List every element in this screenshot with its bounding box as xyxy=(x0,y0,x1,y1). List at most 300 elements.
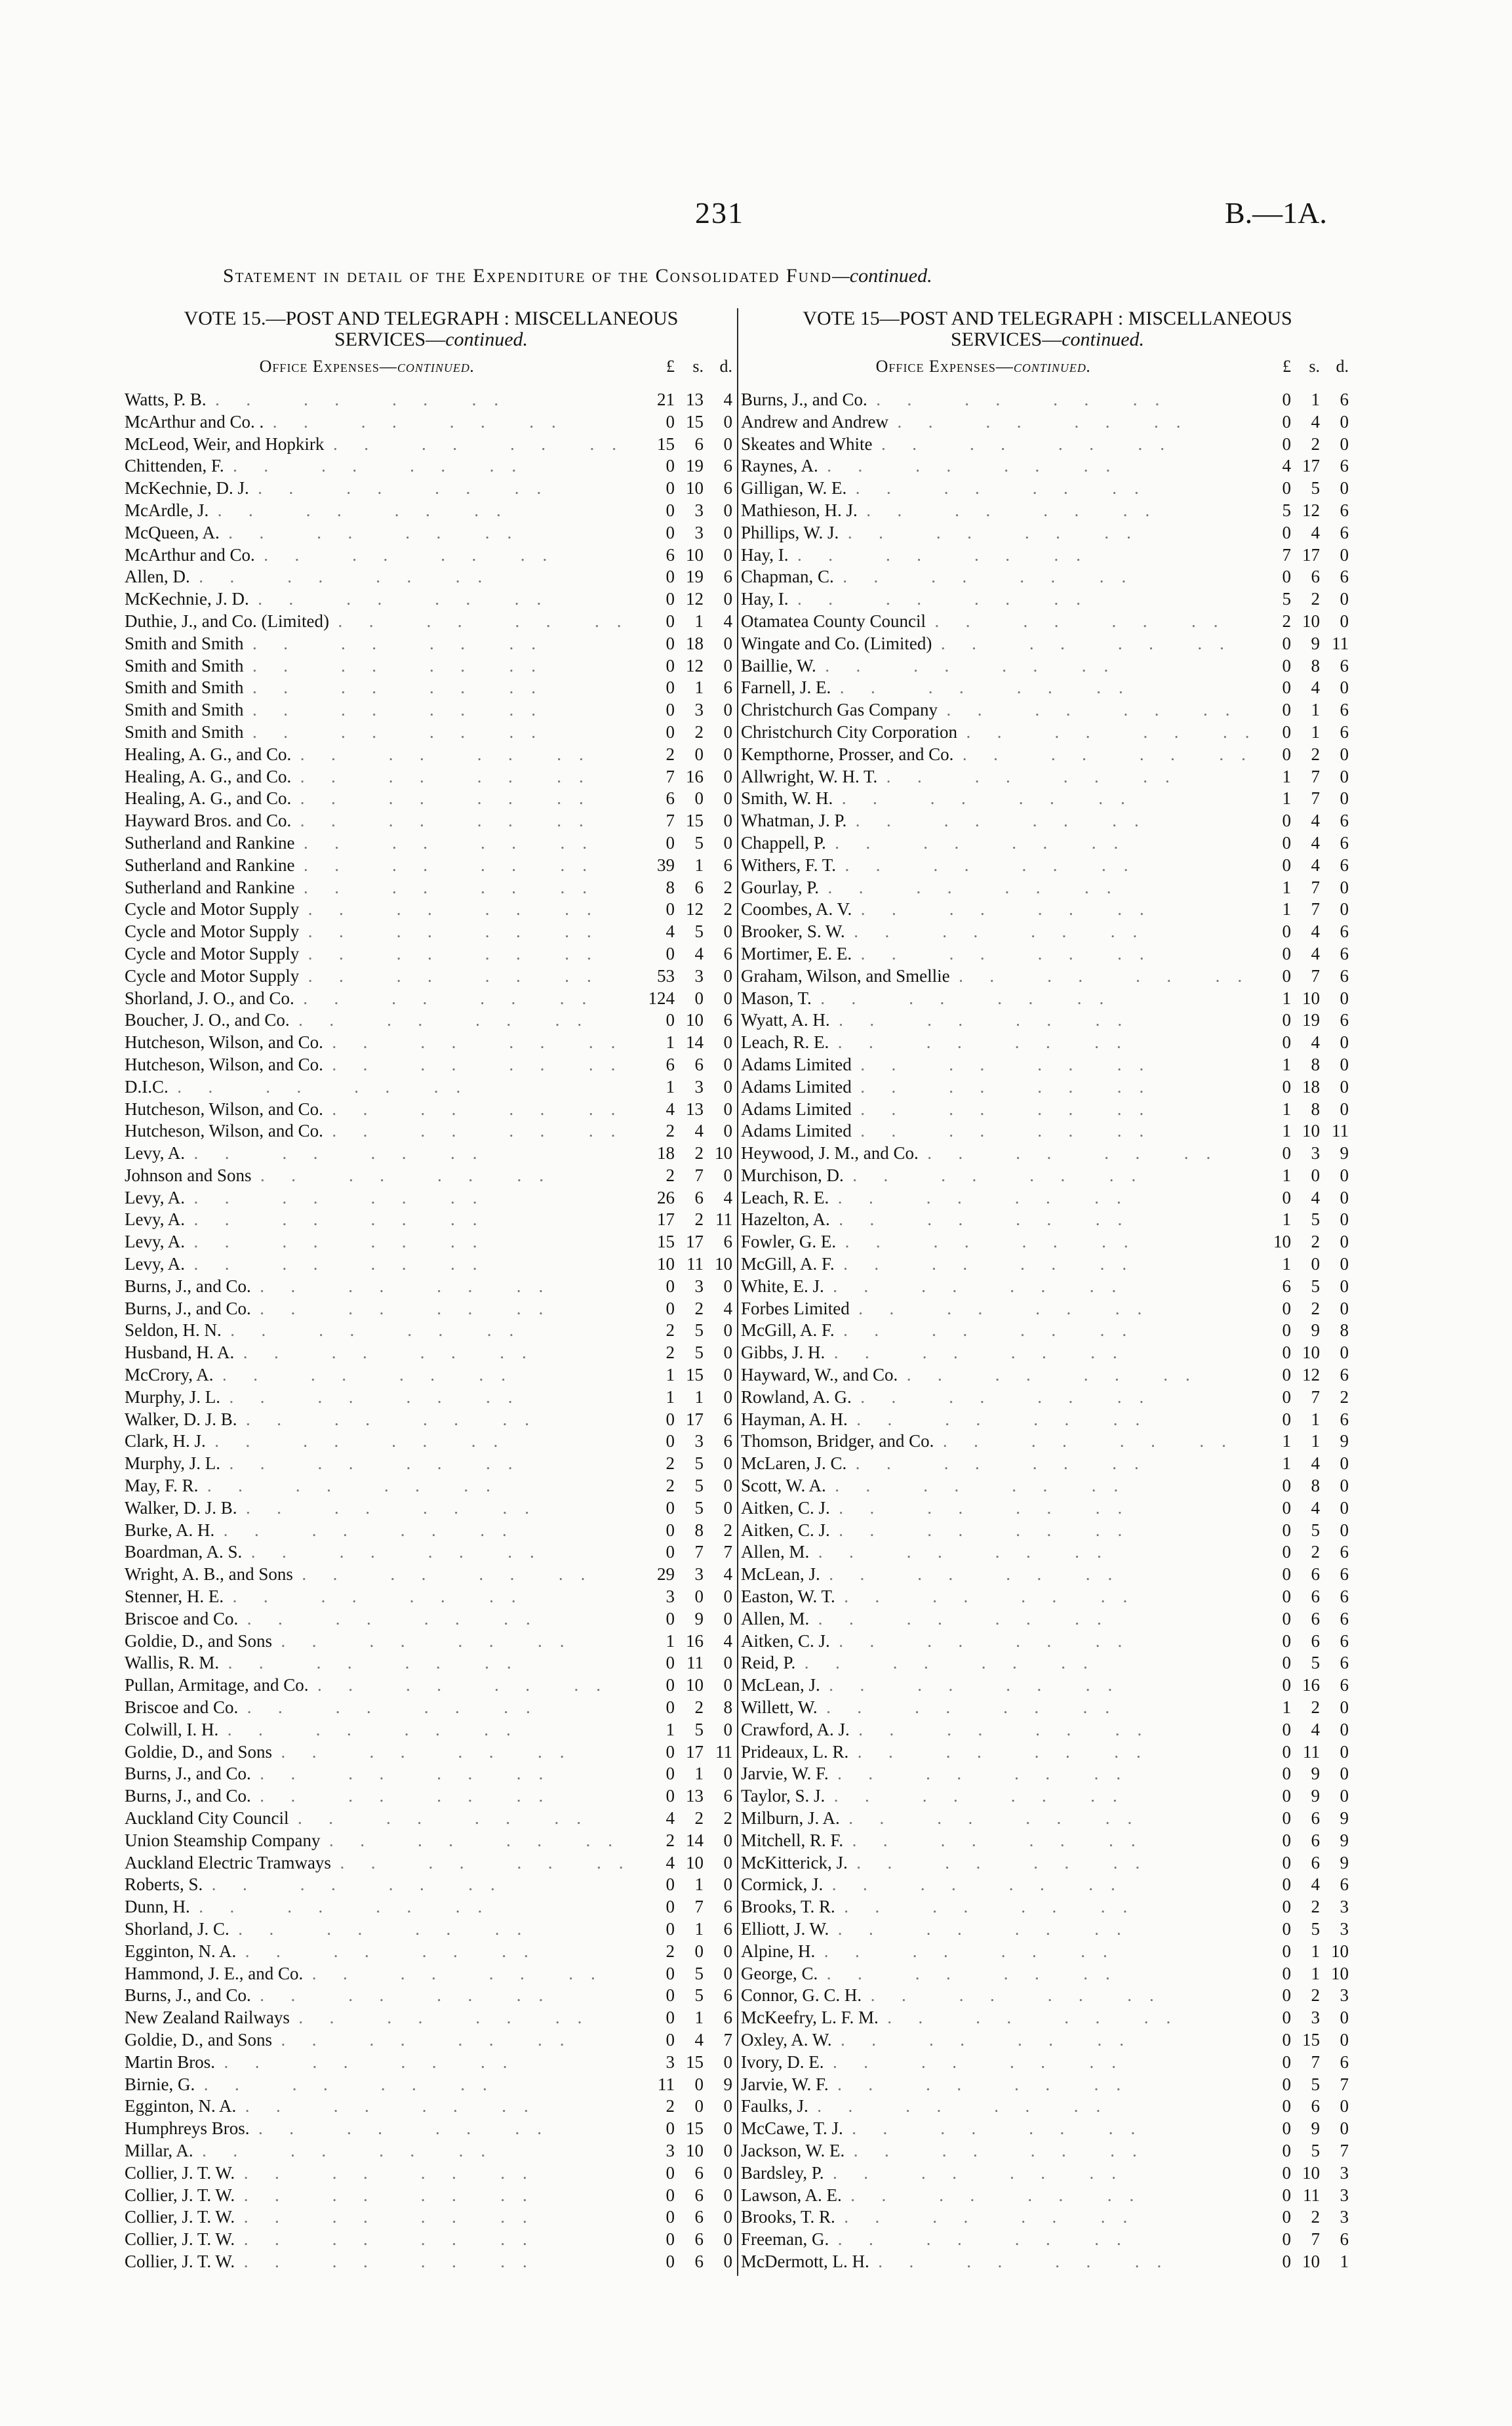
payment-row xyxy=(741,2052,1354,2074)
pounds-amount: 0 xyxy=(1282,1941,1291,1961)
shillings-amount: 1 xyxy=(694,1918,704,1939)
pounds-amount: 8 xyxy=(666,877,675,897)
pence-amount: 11 xyxy=(1332,633,1349,653)
payment-row xyxy=(741,1254,1354,1276)
pence-amount: 0 xyxy=(723,589,732,609)
payment-row xyxy=(741,390,1354,412)
payee-name: Smith and Smith . xyxy=(125,700,634,720)
shillings-amount: 3 xyxy=(694,1076,704,1097)
shillings-amount: 15 xyxy=(1302,2029,1320,2050)
pence-amount: 0 xyxy=(723,1608,732,1628)
shillings-amount: 12 xyxy=(686,899,704,920)
payee-name: Cycle and Motor Supply . xyxy=(125,944,634,964)
payment-row xyxy=(125,1853,738,1875)
payee-name: Hay, I. . xyxy=(741,545,1250,565)
pence-amount: 6 xyxy=(723,1918,732,1939)
pence-amount: 7 xyxy=(723,1542,732,1562)
shillings-amount: 11 xyxy=(686,1254,704,1274)
shillings-amount: 1 xyxy=(694,611,704,631)
payment-row xyxy=(125,1874,738,1897)
vote-title-line1: VOTE 15—POST AND TELEGRAPH : MISCELLANEOUS xyxy=(803,308,1292,329)
payee-name: Sutherland and Rankine . xyxy=(125,855,634,876)
pence-amount: 0 xyxy=(1340,2008,1349,2028)
pounds-amount: 6 xyxy=(666,1054,675,1074)
payee-name: Hayward Bros. and Co. . xyxy=(125,811,634,831)
pounds-amount: 0 xyxy=(1282,1852,1291,1872)
pence-amount: 0 xyxy=(1340,1719,1349,1739)
payment-row xyxy=(741,878,1354,900)
shillings-amount: 5 xyxy=(1311,2074,1320,2094)
pence-amount: 0 xyxy=(723,411,732,432)
payment-row xyxy=(741,611,1354,634)
payment-row xyxy=(741,1077,1354,1099)
shillings-amount: 8 xyxy=(1311,1054,1320,1074)
shillings-amount: 17 xyxy=(1302,456,1320,476)
shillings-amount: 10 xyxy=(686,1852,704,1872)
shillings-amount: 15 xyxy=(686,2118,704,2139)
pence-amount: 0 xyxy=(1340,1165,1349,1185)
pounds-amount: 5 xyxy=(1282,500,1291,520)
payee-name: Murchison, D. . xyxy=(741,1165,1250,1186)
shillings-amount: 0 xyxy=(694,988,704,1008)
pounds-amount: 0 xyxy=(666,2207,675,2227)
payee-name: Pullan, Armitage, and Co. . xyxy=(125,1675,634,1695)
vote-title-main: SERVICES— xyxy=(950,329,1062,350)
payment-row xyxy=(125,1564,738,1587)
payee-name: Graham, Wilson, and Smellie . xyxy=(741,966,1250,986)
payment-row xyxy=(125,2141,738,2163)
pence-amount: 0 xyxy=(1340,899,1349,920)
shillings-amount: 3 xyxy=(694,1564,704,1585)
pence-amount: 0 xyxy=(723,1320,732,1341)
pence-amount: 0 xyxy=(1340,1099,1349,1119)
payment-row xyxy=(741,589,1354,611)
payment-row xyxy=(741,1055,1354,1077)
pounds-amount: 1 xyxy=(666,1076,675,1097)
payment-row xyxy=(741,1232,1354,1254)
shillings-amount: 2 xyxy=(1311,1298,1320,1318)
payee-name: Husband, H. A. . xyxy=(125,1343,634,1363)
pounds-amount: 4 xyxy=(666,921,675,942)
payment-row xyxy=(741,855,1354,878)
pounds-amount: 10 xyxy=(1273,1232,1291,1252)
payment-row xyxy=(125,1431,738,1453)
pence-amount: 0 xyxy=(723,1099,732,1119)
payee-name: Milburn, J. A. . xyxy=(741,1808,1250,1829)
pounds-amount: 0 xyxy=(1282,1741,1291,1762)
shillings-amount: 1 xyxy=(1311,390,1320,409)
pounds-amount: 0 xyxy=(1282,2207,1291,2227)
shillings-amount: 5 xyxy=(694,1320,704,1341)
pence-amount: 9 xyxy=(1340,1431,1349,1451)
pounds-amount: 0 xyxy=(1282,943,1291,963)
pence-amount: 6 xyxy=(723,1786,732,1806)
shillings-amount: 5 xyxy=(1311,1520,1320,1540)
payment-row xyxy=(125,1786,738,1808)
payee-name: Auckland City Council . xyxy=(125,1808,634,1829)
pence-amount: 0 xyxy=(1340,766,1349,786)
pence-amount: 0 xyxy=(1340,788,1349,809)
pounds-amount: 0 xyxy=(1282,1520,1291,1540)
pounds-amount: 0 xyxy=(1282,1010,1291,1030)
pounds-amount: 0 xyxy=(666,1298,675,1318)
left-column xyxy=(125,308,738,2276)
shillings-amount: 6 xyxy=(694,877,704,897)
pence-amount: 0 xyxy=(1340,544,1349,565)
shillings-amount: 6 xyxy=(694,2185,704,2205)
pounds-amount: 1 xyxy=(1282,1254,1291,1274)
shillings-amount: 4 xyxy=(1311,832,1320,853)
pounds-amount: 0 xyxy=(666,1520,675,1540)
shillings-amount: 3 xyxy=(694,965,704,986)
payment-row xyxy=(125,1520,738,1543)
payee-name: Walker, D. J. B. . xyxy=(125,1409,634,1430)
pence-amount: 6 xyxy=(1340,655,1349,676)
payment-row xyxy=(125,988,738,1011)
pounds-amount: 0 xyxy=(666,2029,675,2050)
shillings-amount: 19 xyxy=(686,456,704,476)
pence-amount: 0 xyxy=(723,744,732,764)
pounds-amount: 2 xyxy=(666,1941,675,1961)
payment-row xyxy=(125,1808,738,1830)
pence-amount: 0 xyxy=(723,2185,732,2205)
pounds-amount: 1 xyxy=(1282,1099,1291,1119)
payment-row xyxy=(741,2030,1354,2052)
pence-amount: 0 xyxy=(1340,877,1349,897)
pence-header: d. xyxy=(719,357,732,376)
payment-row xyxy=(741,1964,1354,1986)
payment-row xyxy=(741,1320,1354,1343)
payment-row xyxy=(125,611,738,634)
payment-row xyxy=(125,1941,738,1964)
payee-name: Freeman, G. . xyxy=(741,2229,1250,2250)
column-header xyxy=(741,350,1354,379)
payment-row xyxy=(125,921,738,944)
payment-row xyxy=(741,1188,1354,1210)
shillings-amount: 4 xyxy=(1311,811,1320,831)
section-title-continued: continued. xyxy=(397,357,475,376)
payee-name: Coombes, A. V. . xyxy=(741,899,1250,920)
payment-row xyxy=(125,1121,738,1143)
shillings-amount: 7 xyxy=(1311,899,1320,920)
payee-name: Levy, A. . xyxy=(125,1143,634,1163)
payment-row xyxy=(741,1431,1354,1453)
payee-name: Boucher, J. O., and Co. . xyxy=(125,1010,634,1030)
pounds-amount: 7 xyxy=(666,766,675,786)
shillings-amount: 6 xyxy=(1311,1587,1320,1607)
pounds-amount: 0 xyxy=(1282,744,1291,764)
payment-row xyxy=(741,1476,1354,1498)
payment-row xyxy=(125,1409,738,1432)
shillings-amount: 5 xyxy=(694,832,704,853)
pence-amount: 0 xyxy=(1340,677,1349,698)
pounds-amount: 1 xyxy=(1282,766,1291,786)
payee-name: Allen, D. . xyxy=(125,567,634,587)
payment-list xyxy=(741,390,1354,2274)
pounds-header: £ xyxy=(666,357,675,376)
payee-name: Briscoe and Co. . xyxy=(125,1609,634,1629)
payment-row xyxy=(125,1365,738,1387)
pounds-amount: 0 xyxy=(1282,2008,1291,2028)
pounds-amount: 3 xyxy=(666,2140,675,2160)
shillings-amount: 2 xyxy=(694,1808,704,1828)
payment-row xyxy=(741,1941,1354,1964)
payment-row xyxy=(125,1343,738,1365)
payee-name: Levy, A. . xyxy=(125,1232,634,1252)
shillings-amount: 5 xyxy=(694,1719,704,1739)
shillings-amount: 6 xyxy=(1311,1564,1320,1585)
payment-row xyxy=(125,855,738,878)
payee-name: Briscoe and Co. . xyxy=(125,1697,634,1718)
shillings-amount: 6 xyxy=(1311,567,1320,587)
pence-amount: 0 xyxy=(723,1054,732,1074)
payee-name: McGill, A. F. . xyxy=(741,1320,1250,1341)
payee-name: Brooks, T. R. . xyxy=(741,1897,1250,1917)
payee-name: Watts, P. B. . xyxy=(125,390,634,410)
shillings-amount: 1 xyxy=(694,855,704,875)
payment-row xyxy=(125,2252,738,2274)
pounds-amount: 0 xyxy=(666,1918,675,1939)
shillings-amount: 1 xyxy=(1311,1963,1320,1983)
payee-name: New Zealand Railways . xyxy=(125,2008,634,2028)
pounds-amount: 11 xyxy=(658,2074,675,2094)
pounds-amount: 0 xyxy=(1282,2185,1291,2205)
shillings-amount: 18 xyxy=(1302,1076,1320,1097)
payee-name: Chittenden, F. . xyxy=(125,456,634,476)
pounds-amount: 0 xyxy=(666,677,675,698)
shillings-amount: 10 xyxy=(686,1010,704,1030)
pence-amount: 0 xyxy=(1340,1697,1349,1718)
payee-name: Crawford, A. J. . xyxy=(741,1720,1250,1740)
shillings-amount: 9 xyxy=(694,1608,704,1628)
payee-name: McKitterick, J. . xyxy=(741,1853,1250,1873)
pounds-amount: 1 xyxy=(1282,1453,1291,1474)
pence-amount: 0 xyxy=(723,1386,732,1407)
pence-amount: 0 xyxy=(723,1476,732,1496)
payee-name: Hammond, J. E., and Co. . xyxy=(125,1964,634,1984)
shillings-amount: 4 xyxy=(1311,943,1320,963)
payment-row xyxy=(125,1299,738,1321)
payment-row xyxy=(741,1874,1354,1897)
shillings-amount: 7 xyxy=(1311,766,1320,786)
section-title-continued: continued. xyxy=(1013,357,1092,376)
payment-row xyxy=(741,567,1354,589)
pounds-amount: 1 xyxy=(1282,1431,1291,1451)
shillings-amount: 13 xyxy=(686,1099,704,1119)
pence-amount: 0 xyxy=(1340,1476,1349,1496)
pounds-amount: 0 xyxy=(666,500,675,520)
pounds-amount: 0 xyxy=(666,1276,675,1296)
payment-row xyxy=(741,2185,1354,2208)
pence-amount: 0 xyxy=(723,1121,732,1141)
payment-row xyxy=(741,1742,1354,1764)
payee-name: D.I.C. . xyxy=(125,1077,634,1097)
pounds-amount: 0 xyxy=(666,2118,675,2139)
payment-row xyxy=(125,589,738,611)
pence-amount: 0 xyxy=(723,721,732,742)
pounds-amount: 0 xyxy=(1282,1608,1291,1628)
pence-amount: 4 xyxy=(723,611,732,631)
payee-name: Christchurch Gas Company . xyxy=(741,700,1250,720)
shillings-amount: 4 xyxy=(1311,411,1320,432)
payment-row xyxy=(125,1276,738,1299)
pence-amount: 0 xyxy=(723,1032,732,1053)
payment-row xyxy=(741,434,1354,456)
shillings-amount: 0 xyxy=(694,744,704,764)
payment-row xyxy=(125,2229,738,2252)
pounds-amount: 0 xyxy=(1282,2052,1291,2072)
pounds-amount: 0 xyxy=(666,1431,675,1451)
payee-name: Cormick, J. . xyxy=(741,1874,1250,1895)
pence-amount: 0 xyxy=(1340,1076,1349,1097)
shillings-amount: 8 xyxy=(694,1520,704,1540)
payee-name: Lawson, A. E. . xyxy=(741,2185,1250,2206)
payment-row xyxy=(741,656,1354,678)
shillings-amount: 3 xyxy=(694,1276,704,1296)
payee-name: Murphy, J. L. . xyxy=(125,1453,634,1474)
pence-amount: 0 xyxy=(723,1165,732,1185)
pounds-amount: 0 xyxy=(666,1741,675,1762)
shillings-amount: 17 xyxy=(686,1409,704,1429)
pounds-amount: 1 xyxy=(1282,877,1291,897)
payee-name: Goldie, D., and Sons . xyxy=(125,1742,634,1762)
pounds-amount: 1 xyxy=(1282,1209,1291,1230)
payment-row xyxy=(125,2052,738,2074)
pence-amount: 6 xyxy=(723,1431,732,1451)
payee-name: Heywood, J. M., and Co. . xyxy=(741,1143,1250,1163)
pence-amount: 11 xyxy=(715,1209,732,1230)
payee-name: Hutcheson, Wilson, and Co. . xyxy=(125,1055,634,1075)
shillings-amount: 15 xyxy=(686,1365,704,1385)
pounds-amount: 0 xyxy=(1282,567,1291,587)
pence-amount: 6 xyxy=(1340,1365,1349,1385)
payee-name: Ivory, D. E. . xyxy=(741,2052,1250,2072)
shillings-amount: 14 xyxy=(686,1032,704,1053)
pounds-amount: 0 xyxy=(666,1010,675,1030)
pounds-amount: 1 xyxy=(1282,788,1291,809)
section-title-text: Office Expenses— xyxy=(875,357,1014,376)
pounds-amount: 0 xyxy=(1282,1587,1291,1607)
pence-amount: 9 xyxy=(723,2074,732,2094)
shillings-amount: 3 xyxy=(694,500,704,520)
payment-row xyxy=(741,1985,1354,2008)
pounds-amount: 1 xyxy=(1282,1121,1291,1141)
pounds-amount: 0 xyxy=(1282,1076,1291,1097)
pence-amount: 0 xyxy=(723,788,732,809)
shillings-amount: 2 xyxy=(1311,434,1320,454)
payment-row xyxy=(741,1720,1354,1742)
shillings-amount: 3 xyxy=(694,700,704,720)
payee-name: Goldie, D., and Sons . xyxy=(125,2030,634,2050)
statement-title-text: Statement in detail of the Expenditure of the Consolidated Fund xyxy=(223,265,833,287)
payee-name: Burns, J., and Co. . xyxy=(125,1276,634,1297)
pence-amount: 0 xyxy=(1340,2118,1349,2139)
pounds-amount: 26 xyxy=(657,1187,675,1207)
shillings-amount: 0 xyxy=(694,788,704,809)
payee-name: McGill, A. F. . xyxy=(741,1254,1250,1274)
payment-row xyxy=(125,1609,738,1631)
pence-amount: 0 xyxy=(1340,478,1349,498)
pence-amount: 0 xyxy=(1340,988,1349,1008)
statement-title xyxy=(223,265,1272,287)
payment-row xyxy=(125,1188,738,1210)
shillings-amount: 6 xyxy=(694,2207,704,2227)
payee-name: Smith and Smith . xyxy=(125,722,634,742)
pounds-amount: 0 xyxy=(666,1697,675,1718)
payment-row xyxy=(741,899,1354,921)
pounds-amount: 0 xyxy=(1282,832,1291,853)
vote-title xyxy=(125,308,738,350)
pence-amount: 6 xyxy=(1340,832,1349,853)
payee-name: Collier, J. T. W. . xyxy=(125,2207,634,2227)
payment-row xyxy=(125,567,738,589)
shillings-amount: 1 xyxy=(1311,721,1320,742)
pounds-amount: 0 xyxy=(1282,965,1291,986)
pounds-amount: 0 xyxy=(1282,1497,1291,1518)
pounds-amount: 6 xyxy=(666,788,675,809)
payee-name: McLean, J. . xyxy=(741,1675,1250,1695)
pounds-amount: 0 xyxy=(666,411,675,432)
pounds-amount: 1 xyxy=(1282,988,1291,1008)
payee-name: Willett, W. . xyxy=(741,1697,1250,1718)
pounds-amount: 0 xyxy=(1282,522,1291,542)
payee-name: Faulks, J. . xyxy=(741,2096,1250,2116)
payee-name: Hayman, A. H. . xyxy=(741,1409,1250,1430)
payee-name: Stenner, H. E. . xyxy=(125,1587,634,1607)
payee-name: Wingate and Co. (Limited) . xyxy=(741,634,1250,654)
shillings-amount: 4 xyxy=(694,2029,704,2050)
pounds-amount: 0 xyxy=(1282,1918,1291,1939)
payment-row xyxy=(741,1387,1354,1409)
payee-name: McKechnie, D. J. . xyxy=(125,478,634,498)
shillings-amount: 4 xyxy=(1311,1187,1320,1207)
pounds-header: £ xyxy=(1283,357,1291,376)
shillings-amount: 2 xyxy=(1311,589,1320,609)
payment-row xyxy=(125,1453,738,1476)
payment-row xyxy=(125,1542,738,1564)
shillings-amount: 6 xyxy=(694,1054,704,1074)
pounds-amount: 2 xyxy=(666,1121,675,1141)
pounds-amount: 4 xyxy=(666,1852,675,1872)
shillings-amount: 9 xyxy=(1311,1320,1320,1341)
pounds-amount: 2 xyxy=(666,744,675,764)
pounds-amount: 0 xyxy=(666,2229,675,2250)
payment-row xyxy=(741,1299,1354,1321)
payee-name: Raynes, A. . xyxy=(741,456,1250,476)
shillings-amount: 2 xyxy=(694,1143,704,1163)
payment-row xyxy=(741,523,1354,545)
pence-amount: 3 xyxy=(1340,1918,1349,1939)
pence-amount: 2 xyxy=(723,1808,732,1828)
payee-name: Reid, P. . xyxy=(741,1653,1250,1673)
pence-amount: 0 xyxy=(1340,611,1349,631)
pounds-amount: 2 xyxy=(666,1320,675,1341)
payee-name: Hayward, W., and Co. . xyxy=(741,1365,1250,1385)
pence-amount: 6 xyxy=(1340,855,1349,875)
shillings-amount: 11 xyxy=(686,1653,704,1673)
payee-name: Mathieson, H. J. . xyxy=(741,500,1250,521)
payment-row xyxy=(125,2185,738,2208)
shillings-amount: 6 xyxy=(694,1187,704,1207)
pounds-amount: 0 xyxy=(1282,2140,1291,2160)
payment-row xyxy=(125,1897,738,1919)
pence-amount: 9 xyxy=(1340,1143,1349,1163)
pence-amount: 6 xyxy=(1340,1542,1349,1562)
payment-row xyxy=(741,545,1354,567)
payee-name: Fowler, G. E. . xyxy=(741,1232,1250,1252)
shillings-amount: 8 xyxy=(1311,1099,1320,1119)
pounds-amount: 1 xyxy=(1282,1697,1291,1718)
